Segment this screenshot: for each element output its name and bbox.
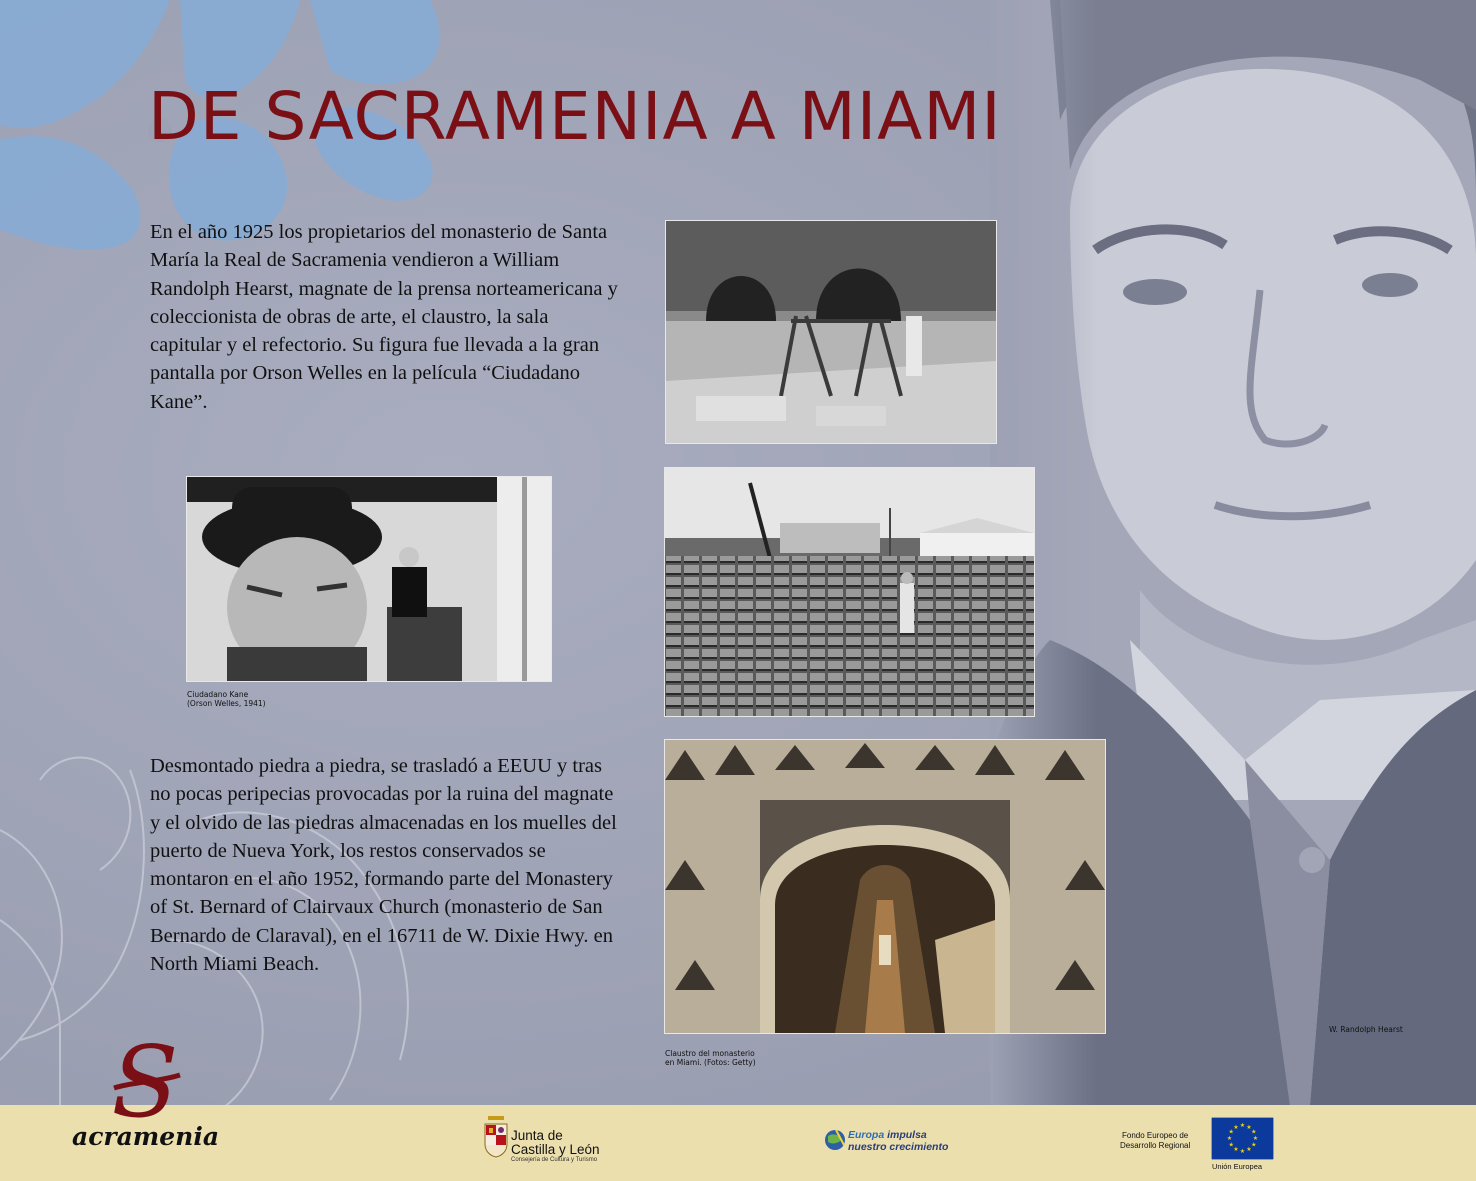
svg-text:★: ★ [1252,1135,1259,1142]
svg-text:★: ★ [1251,1128,1257,1136]
svg-text:★: ★ [1228,1141,1234,1149]
svg-text:★: ★ [1239,1122,1246,1129]
svg-text:★: ★ [1251,1141,1257,1149]
svg-text:★: ★ [1246,1146,1252,1154]
history-paragraph: Desmontado piedra a piedra, se trasladó a EEUU y tras no pocas peripecias provocadas por la ruina del magnate y el olvido de las piedras almacenadas en los muelles del puerto de Nueva York, los restos conservados se montaron en el año 1952, formando parte del Monastery of St. Bernard of Clairvaux Church (monasterio de San Bernardo de Claraval), en el 16711 de W. Dixie Hwy. en North Miami Beach. [150,755,617,976]
kane-caption-line2: (Orson Welles, 1941) [187,699,266,708]
crates-dock-photo [664,467,1035,717]
feder-label [1120,1131,1190,1150]
eu-label: Unión Europea [1212,1162,1263,1171]
citizen-kane-photo [186,476,552,682]
eu-flag-icon [1211,1117,1274,1160]
cloister-caption-line1: Claustro del monasterio [665,1049,755,1058]
eu-slogan-europa: Europa [848,1129,885,1141]
eu-slogan-line2: nuestro crecimiento [848,1141,949,1153]
eu-slogan-impulsa: impulsa [884,1129,927,1141]
svg-text:★: ★ [1233,1146,1239,1154]
hearst-caption: W. Randolph Hearst [1329,1025,1403,1034]
svg-text:★: ★ [1233,1123,1239,1131]
feder-line2: Desarrollo Regional [1120,1140,1191,1150]
jcyl-shield-icon [483,1114,509,1158]
sacramenia-wordmark: acramenia [72,1122,220,1151]
feder-line1: Fondo Europeo de [1121,1131,1189,1140]
svg-text:★: ★ [1246,1123,1252,1131]
kane-caption [187,690,266,708]
cloister-caption [665,1049,756,1067]
svg-text:S: S [111,1030,179,1130]
eu-slogan [848,1129,948,1153]
sacramenia-s-logo [100,1030,190,1130]
cloister-photo [664,739,1106,1034]
kane-caption-line1: Ciudadano Kane [187,690,249,699]
page-title: DE SACRAMENIA A MIAMI [148,78,1002,155]
jcyl-subtitle: Consejería de Cultura y Turismo [511,1157,598,1163]
eu-globe-icon [824,1127,846,1153]
svg-text:★: ★ [1239,1148,1246,1155]
intro-paragraph: En el año 1925 los propietarios del monasterio de Santa María la Real de Sacramenia vendieron a William Randolph Hearst, magnate de la prensa norteamericana y coleccionista de obras de arte, el claustro, la sala capitular y el refectorio. Su figura fue llevada a la gran pantalla por Orson Welles en la película “Ciudadano Kane”. [150,221,618,413]
svg-text:★: ★ [1228,1128,1234,1136]
jcyl-line1: Junta de [511,1128,563,1143]
svg-text:★: ★ [1226,1135,1233,1142]
dismantling-photo [665,220,997,444]
jcyl-line2: Castilla y León [511,1142,600,1157]
cloister-caption-line2: en Miami. (Fotos: Getty) [665,1058,756,1067]
jcyl-name [511,1129,600,1157]
